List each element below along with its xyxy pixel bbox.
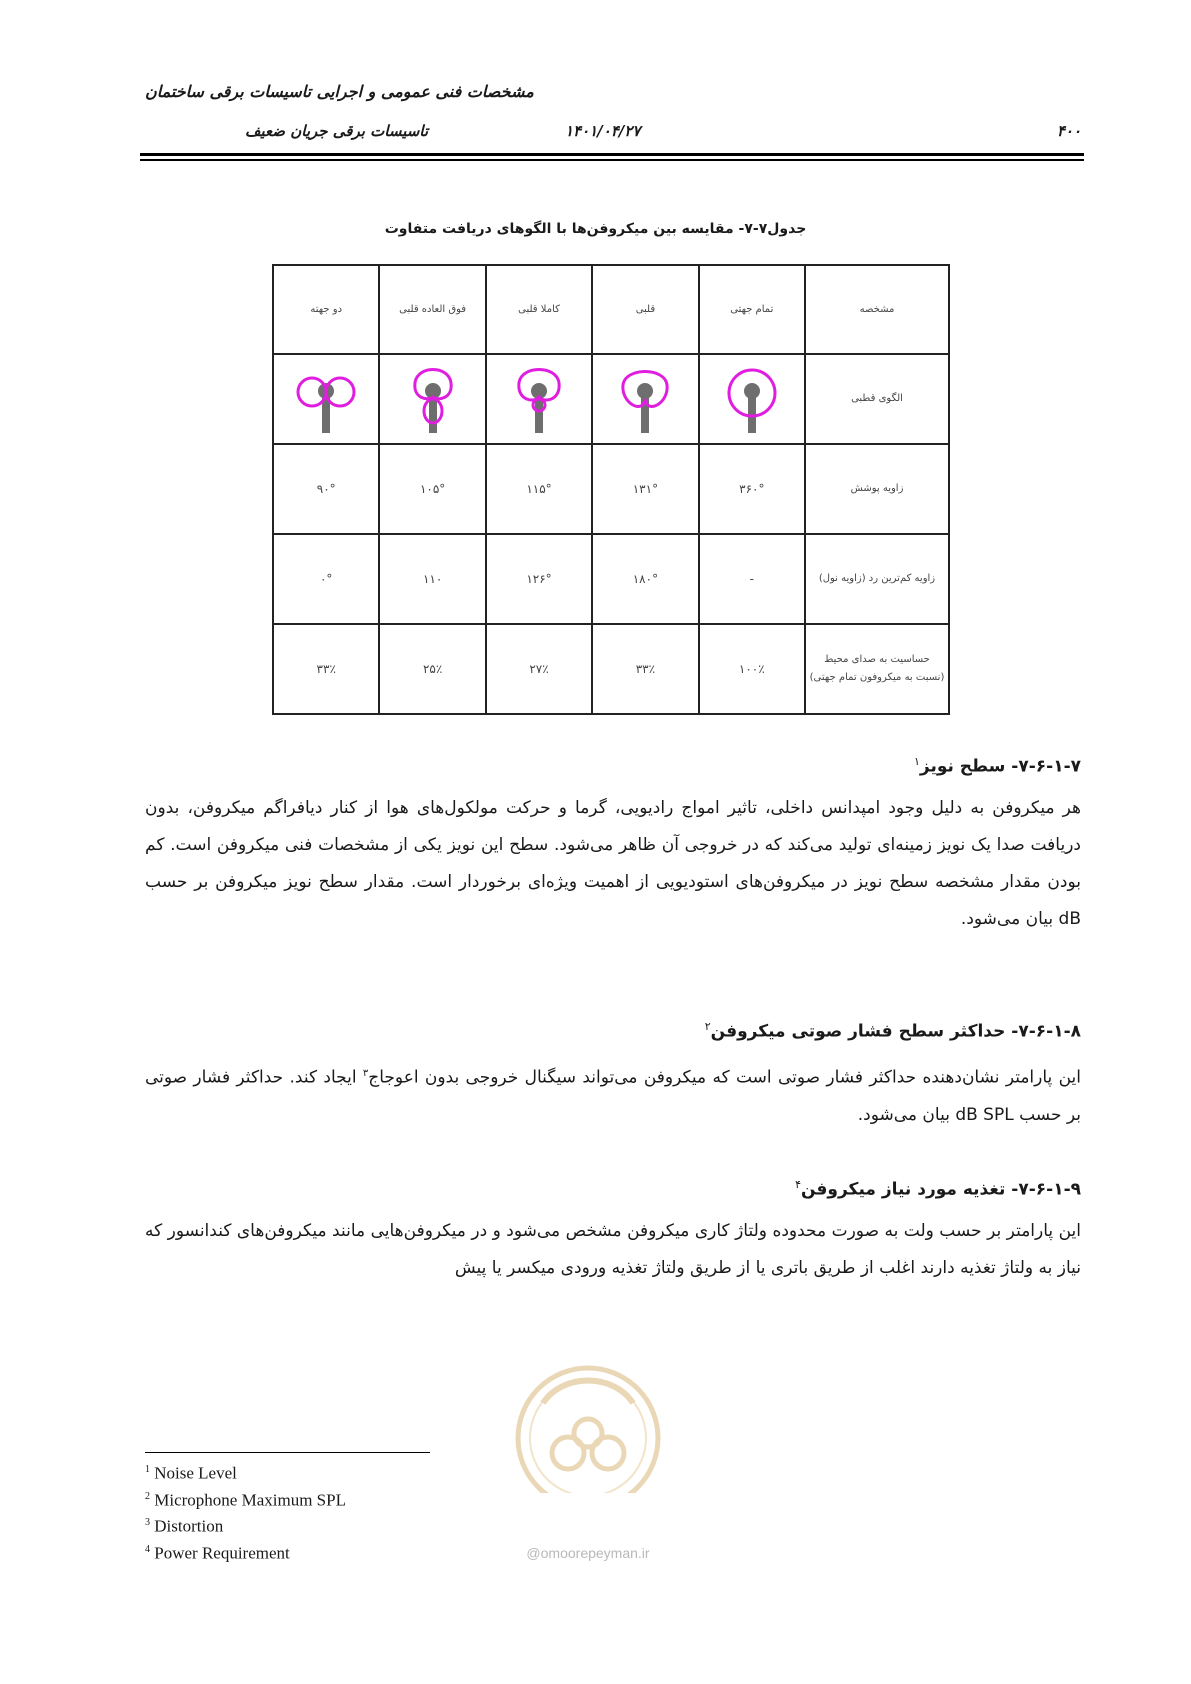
footnote-item xyxy=(145,1538,346,1565)
footnotes xyxy=(145,1458,346,1565)
omnidirectional-pattern-icon xyxy=(712,359,792,439)
footnote-text: Noise Level xyxy=(154,1463,237,1483)
header-cell-supercardioid: کاملا قلبی xyxy=(486,265,592,354)
coverage-omnidirectional: ۳۶۰° xyxy=(699,444,805,534)
footnote-item xyxy=(145,1485,346,1512)
sensitivity-hypercardioid: ۲۵٪ xyxy=(379,624,485,714)
footnote-text: Microphone Maximum SPL xyxy=(154,1490,346,1510)
paragraph-text: این پارامتر نشان‌دهنده حداکثر فشار صوتی است که میکروفن می‌تواند سیگنال خروجی بدون اعوجاج xyxy=(368,1067,1081,1088)
header-cell-characteristic: مشخصه xyxy=(805,265,949,354)
paragraph-text: ایجاد کند. حداکثر فشار صوتی بر حسب dB SPL بیان می‌شود. xyxy=(145,1067,1081,1125)
footnote-number: 1 xyxy=(145,1464,150,1475)
document-title: مشخصات فنی عمومی و اجرایی تاسیسات برقی ساختمان xyxy=(145,82,534,101)
header-rule-thick xyxy=(140,153,1084,156)
coverage-cardioid: ۱۳۱° xyxy=(592,444,698,534)
header-cell-hypercardioid: فوق العاده قلبی xyxy=(379,265,485,354)
footnote-ref: ۴ xyxy=(795,1178,801,1191)
null-omnidirectional: - xyxy=(699,534,805,624)
footnote-ref: ۱ xyxy=(913,755,920,768)
page-number: ۴۰۰ xyxy=(1056,122,1081,140)
cardioid-pattern-icon xyxy=(605,359,685,439)
supercardioid-pattern-icon xyxy=(499,359,579,439)
heading-text: ۷-۶-۱-۹- تغذیه مورد نیاز میکروفن xyxy=(800,1179,1081,1200)
header-cell-cardioid: قلبی xyxy=(592,265,698,354)
heading-text: ۷-۶-۱-۸- حداکثر سطح فشار صوتی میکروفن xyxy=(710,1021,1081,1042)
table-row-coverage-angle xyxy=(273,444,949,534)
null-bidirectional: ۰° xyxy=(273,534,379,624)
polar-cell-hypercardioid xyxy=(379,354,485,444)
footnote-divider xyxy=(145,1452,430,1453)
polar-cell-supercardioid xyxy=(486,354,592,444)
microphone-comparison-table xyxy=(272,264,950,715)
table-row-polar-pattern xyxy=(273,354,949,444)
null-hypercardioid: ۱۱۰ xyxy=(379,534,485,624)
header-rule-thin xyxy=(140,159,1084,161)
document-subtitle: تاسیسات برقی جریان ضعیف xyxy=(245,122,429,140)
sensitivity-bidirectional: ۳۳٪ xyxy=(273,624,379,714)
footnote-number: 2 xyxy=(145,1490,150,1502)
footnote-number: 4 xyxy=(145,1543,150,1555)
footnote-ref: ۲ xyxy=(704,1020,711,1033)
row-label-null-angle: زاویه کم‌ترین رد (زاویه نول) xyxy=(805,534,949,624)
row-label-ambient-sensitivity xyxy=(805,624,949,714)
watermark-logo-icon xyxy=(488,1343,688,1493)
row-label-polar-pattern: الگوی قطبی xyxy=(805,354,949,444)
footnote-text: Distortion xyxy=(154,1516,224,1536)
null-cardioid: ۱۸۰° xyxy=(592,534,698,624)
footnote-text: Power Requirement xyxy=(154,1543,290,1563)
row-label-coverage-angle: زاویه پوشش xyxy=(805,444,949,534)
header-cell-omnidirectional: تمام جهتی xyxy=(699,265,805,354)
heading-text: ۷-۶-۱-۷- سطح نویز xyxy=(919,756,1081,777)
sensitivity-label-line2: (نسبت به میکروفون تمام جهتی) xyxy=(809,672,945,683)
section-heading-max-spl xyxy=(705,1020,1081,1042)
footnote-ref: ۳ xyxy=(362,1068,369,1079)
sensitivity-omnidirectional: ۱۰۰٪ xyxy=(699,624,805,714)
table-row-null-angle xyxy=(273,534,949,624)
coverage-supercardioid: ۱۱۵° xyxy=(486,444,592,534)
section-heading-noise-level xyxy=(914,755,1081,777)
coverage-bidirectional: ۹۰° xyxy=(273,444,379,534)
table-caption: جدول۷-۷- مقایسه بین میکروفن‌ها با الگوهای دریافت متفاوت xyxy=(384,221,807,237)
footnote-number: 3 xyxy=(145,1517,150,1529)
null-supercardioid: ۱۲۶° xyxy=(486,534,592,624)
header-cell-bidirectional: دو جهته xyxy=(273,265,379,354)
document-date: ۱۴۰۱/۰۴/۲۷ xyxy=(565,122,641,140)
sensitivity-supercardioid: ۲۷٪ xyxy=(486,624,592,714)
paragraph-max-spl xyxy=(145,1055,1081,1134)
section-heading-power-requirement xyxy=(795,1178,1081,1200)
polar-cell-cardioid xyxy=(592,354,698,444)
coverage-hypercardioid: ۱۰۵° xyxy=(379,444,485,534)
table-header-row xyxy=(273,265,949,354)
bidirectional-pattern-icon xyxy=(286,359,366,439)
watermark-site: @omoorepeyman.ir xyxy=(526,1545,650,1561)
table-row-ambient-sensitivity xyxy=(273,624,949,714)
sensitivity-cardioid: ۳۳٪ xyxy=(592,624,698,714)
footnote-item xyxy=(145,1511,346,1538)
footnote-item xyxy=(145,1458,346,1485)
paragraph-power-requirement: این پارامتر بر حسب ولت به صورت محدوده ولتاژ کاری میکروفن مشخص می‌شود و در میکروفن‌هایی مانند میکروفن‌های کندانسور که نیاز به ولتاژ تغذیه دارند اغلب از طریق باتری یا از طریق ولتاژ تغذیه ورودی میکسر یا پیش xyxy=(145,1221,1081,1278)
hypercardioid-pattern-icon xyxy=(393,359,473,439)
sensitivity-label-line1: حساسیت به صدای محیط xyxy=(824,654,930,665)
polar-cell-omnidirectional xyxy=(699,354,805,444)
paragraph-noise-level: هر میکروفن به دلیل وجود امپدانس داخلی، تاثیر امواج رادیویی، گرما و حرکت مولکول‌های هوا از کنار دیافراگم میکروفن، بدون دریافت صدا یک نویز زمینه‌ای تولید می‌کند که در خروجی آن ظاهر می‌شود. سطح این نویز یکی از مشخصات فنی میکروفن است. کم بودن مقدار مشخصه سطح نویز در میکروفن‌های استودیویی از اهمیت ویژه‌ای برخوردار است. مقدار سطح نویز میکروفن بر حسب dB بیان می‌شود. xyxy=(145,798,1081,929)
polar-cell-bidirectional xyxy=(273,354,379,444)
